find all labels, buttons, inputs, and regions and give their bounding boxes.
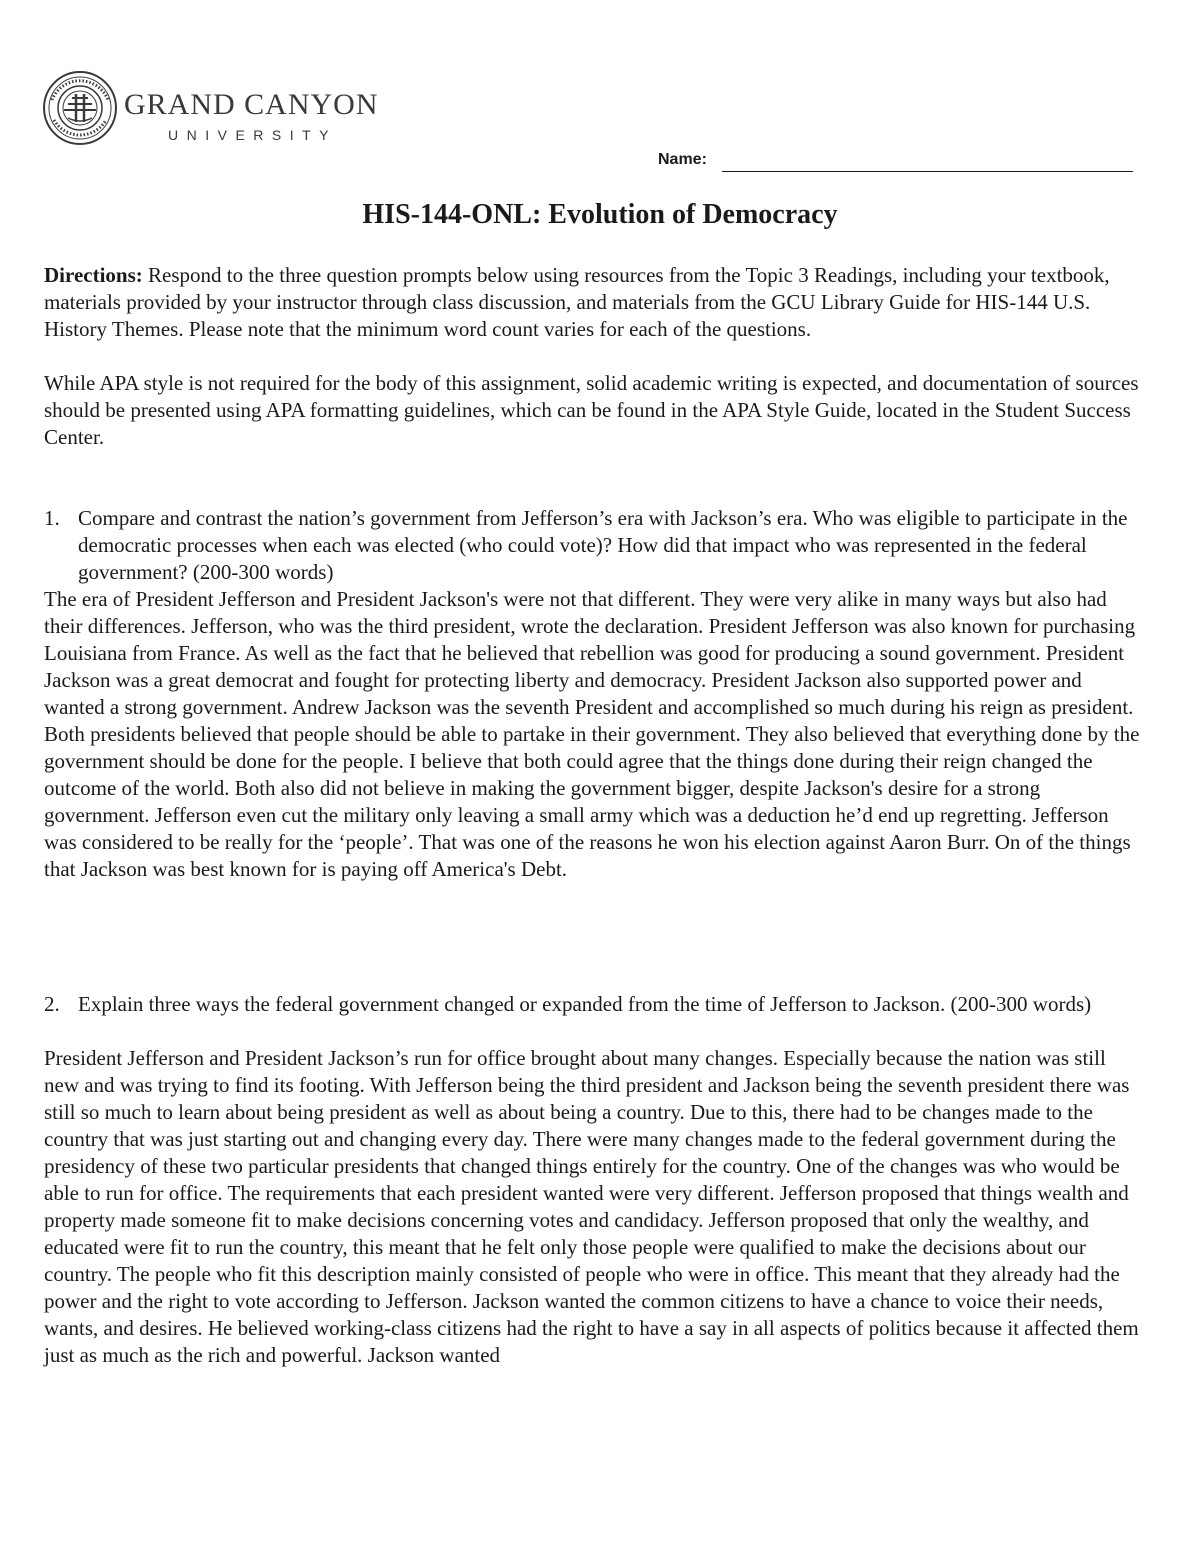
directions-text: Respond to the three question prompts below using resources from the Topic 3 Readings, including your textbook, materials provided by your instructor through class discussion, and materials from the GCU Library Guide for HIS-144 U.S. History Themes. Please note that the minimum word count varies for each of the questions.	[44, 263, 1110, 341]
answer-1: The era of President Jefferson and President Jackson's were not that different. They were very alike in many ways but also had their differences. Jefferson, who was the third president, wrote the declaration. President Jefferson was also known for purchasing Louisiana from France. As well as the fact that he believed that rebellion was good for producing a sound government. President Jackson was a great democrat and fought for protecting liberty and democracy. President Jackson also supported power and wanted a strong government. Andrew Jackson was the seventh President and accomplished so much during his reign as president. Both presidents believed that people should be able to partake in their government. They also believed that everything done by the government should be done for the people. I believe that both could agree that the things done during their reign changed the outcome of the world. Both also did not believe in making the government bigger, despite Jackson's desire for a strong government. Jefferson even cut the military only leaving a small army which was a deduction he’d end up regretting. Jefferson was considered to be really for the ‘people’. That was one of the reasons he won his election against Aaron Burr. On of the things that Jackson was best known for is paying off America's Debt.	[44, 587, 1140, 881]
university-logo	[42, 70, 382, 150]
logo-wordmark: GRAND CANYON	[124, 88, 379, 121]
name-underline	[722, 171, 1133, 172]
answer-2: President Jefferson and President Jackson’s run for office brought about many changes. Especially because the nation was still new and was trying to find its footing. With Jefferson being the third president and Jackson being the seventh president there was still so much to learn about being president as well as about being a country. Due to this, there had to be changes made to the country that was just starting out and changing every day. There were many changes made to the federal government during the presidency of these two particular presidents that changed things entirely for the country. One of the changes was who would be able to run for office. The requirements that each president wanted were very different. Jefferson proposed that things wealth and property made someone fit to make decisions concerning votes and candidacy. Jefferson proposed that only the wealthy, and educated were fit to run the country, this meant that he felt only those people were qualified to make the decisions about our country. The people who fit this description mainly consisted of people who were in office. This meant that they already had the power and the right to vote according to Jefferson. Jackson wanted the common citizens to have a chance to voice their needs, wants, and desires. He believed working-class citizens had the right to have a say in all aspects of politics because it affected them just as much as the rich and powerful. Jackson wanted	[44, 1046, 1139, 1367]
university-seal-icon	[42, 70, 118, 146]
question-prompt: Compare and contrast the nation’s government from Jefferson’s era with Jackson’s era. Who was eligible to participate in the democratic processes when each was elected (who could vote)? How did that impact who was represented in the federal government? (200-300 words)	[78, 506, 1128, 584]
question-2	[44, 991, 1140, 1018]
name-field	[658, 151, 1133, 175]
question-prompt: Explain three ways the federal government changed or expanded from the time of Jefferson to Jackson. (200-300 words)	[78, 992, 1092, 1016]
question-1	[44, 505, 1140, 586]
name-label: Name:	[658, 151, 707, 168]
apa-note: While APA style is not required for the body of this assignment, solid academic writing is expected, and documentation of sources should be presented using APA formatting guidelines, which can be found in the APA Style Guide, located in the Student Success Center.	[44, 371, 1139, 449]
question-number: 1.	[44, 506, 60, 530]
directions-label: Directions:	[44, 263, 143, 287]
question-number: 2.	[44, 992, 60, 1016]
page-title: HIS-144-ONL: Evolution of Democracy	[362, 199, 838, 230]
directions-paragraph	[44, 262, 1140, 343]
document-body	[44, 262, 1140, 1369]
logo-subtitle: UNIVERSITY	[168, 127, 338, 143]
